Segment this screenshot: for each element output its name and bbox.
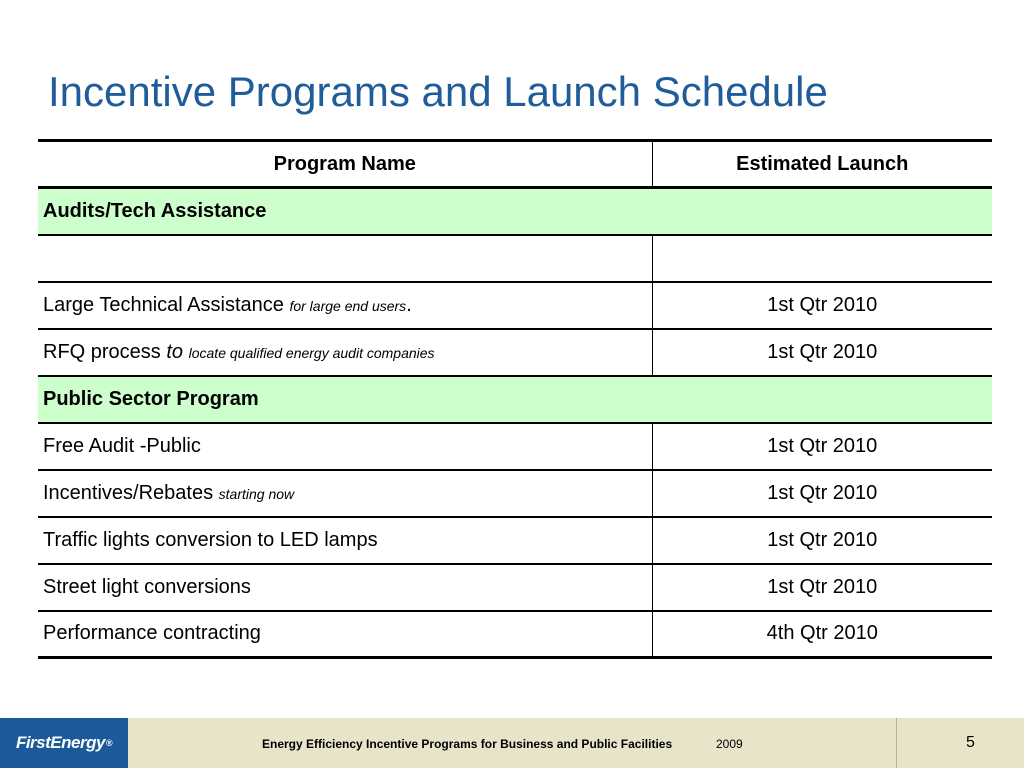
column-header-estimated-launch: Estimated Launch	[652, 141, 992, 188]
launch-schedule-table	[38, 139, 992, 659]
launch-cell: 1st Qtr 2010	[652, 517, 992, 564]
table-header-row	[38, 141, 992, 188]
program-name-cell	[38, 282, 652, 329]
table-row	[38, 611, 992, 658]
slide-title: Incentive Programs and Launch Schedule	[48, 68, 828, 116]
program-name-cell	[38, 470, 652, 517]
program-note-suffix: .	[406, 293, 412, 316]
logo-text: FirstEnergy	[15, 733, 105, 752]
program-note: starting now	[218, 485, 295, 502]
footer-divider	[896, 718, 897, 768]
section-row-public-sector	[38, 376, 992, 423]
table-row	[38, 282, 992, 329]
launch-schedule-table-container	[38, 139, 992, 659]
table-row	[38, 517, 992, 564]
program-name: RFQ process	[43, 340, 161, 363]
table-row	[38, 470, 992, 517]
footer-text: Energy Efficiency Incentive Programs for Business and Public Facilities	[262, 737, 673, 751]
program-name-cell	[38, 329, 652, 376]
table-row	[38, 329, 992, 376]
program-name: Large Technical Assistance	[43, 293, 284, 316]
launch-cell: 4th Qtr 2010	[652, 611, 992, 658]
registered-mark: ®	[105, 738, 113, 748]
program-note: locate qualified energy audit companies	[188, 344, 435, 361]
section-label: Public Sector Program	[38, 376, 992, 423]
program-name-cell	[38, 564, 652, 611]
slide-footer	[0, 718, 1024, 768]
program-name: Street light conversions	[43, 575, 251, 598]
firstenergy-logo	[0, 718, 128, 768]
program-name: Traffic lights conversion to LED lamps	[43, 528, 378, 551]
table-row	[38, 564, 992, 611]
launch-cell: 1st Qtr 2010	[652, 470, 992, 517]
launch-cell: 1st Qtr 2010	[652, 423, 992, 470]
column-header-program-name: Program Name	[38, 141, 652, 188]
program-note: for large end users	[289, 297, 407, 314]
launch-cell: 1st Qtr 2010	[652, 329, 992, 376]
program-name-cell	[38, 423, 652, 470]
section-row-audits	[38, 188, 992, 235]
table-row-empty	[38, 235, 992, 282]
program-name-cell	[38, 235, 652, 282]
launch-cell: 1st Qtr 2010	[652, 282, 992, 329]
launch-cell: 1st Qtr 2010	[652, 564, 992, 611]
table-row	[38, 423, 992, 470]
section-label: Audits/Tech Assistance	[38, 188, 992, 235]
program-connector: to	[166, 340, 184, 363]
program-name: Incentives/Rebates	[43, 481, 214, 504]
program-name: Free Audit -Public	[43, 434, 201, 457]
program-name: Performance contracting	[43, 622, 261, 645]
footer-year: 2009	[716, 737, 743, 751]
program-name-cell	[38, 517, 652, 564]
page-number: 5	[966, 734, 975, 751]
program-name-cell	[38, 611, 652, 658]
launch-cell	[652, 235, 992, 282]
